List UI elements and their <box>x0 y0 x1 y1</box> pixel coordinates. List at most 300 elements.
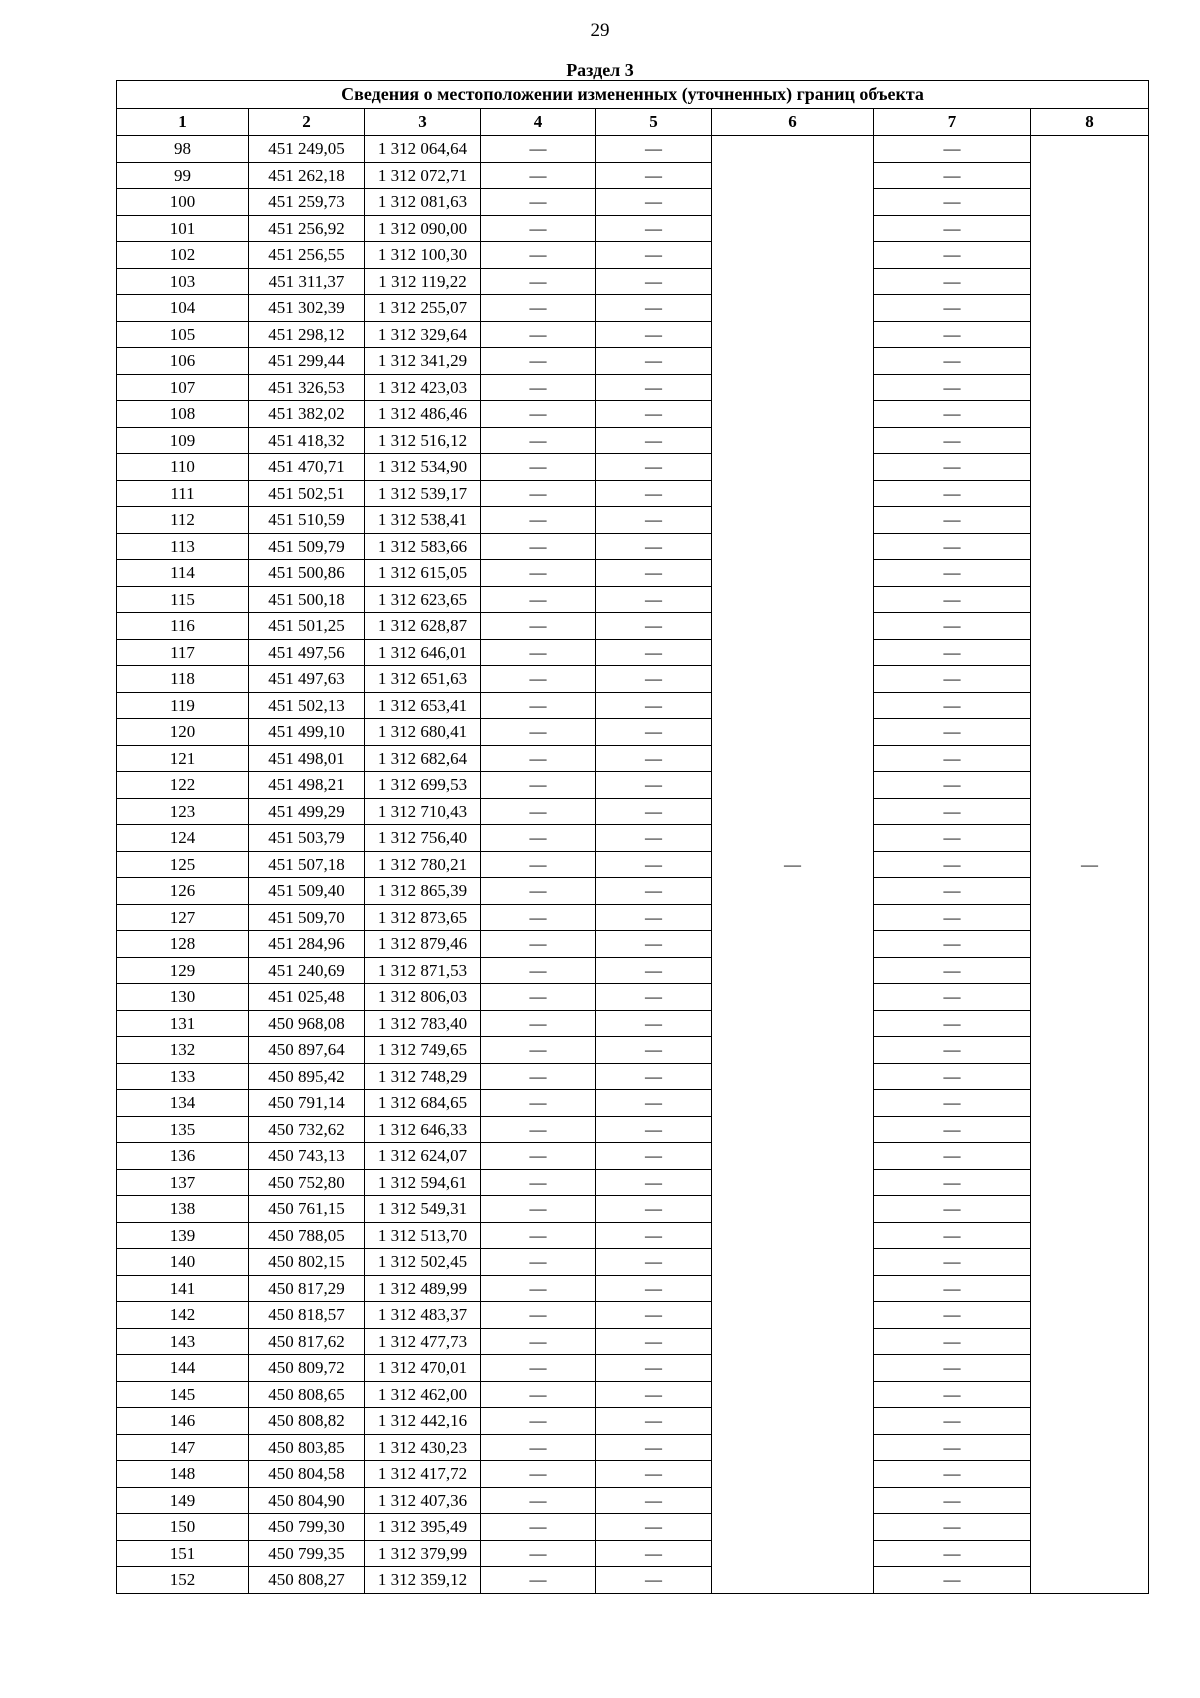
y-coordinate-cell: 1 312 865,39 <box>365 878 481 905</box>
column-5-cell: — <box>596 162 712 189</box>
y-coordinate-cell: 1 312 470,01 <box>365 1355 481 1382</box>
point-number-cell: 143 <box>117 1328 249 1355</box>
y-coordinate-cell: 1 312 483,37 <box>365 1302 481 1329</box>
column-4-cell: — <box>481 825 596 852</box>
table-row <box>117 745 1149 772</box>
table-row <box>117 321 1149 348</box>
column-4-cell: — <box>481 1169 596 1196</box>
x-coordinate-cell: 450 791,14 <box>249 1090 365 1117</box>
x-coordinate-cell: 451 326,53 <box>249 374 365 401</box>
column-7-cell: — <box>874 295 1031 322</box>
column-5-cell: — <box>596 1116 712 1143</box>
column-7-cell: — <box>874 984 1031 1011</box>
column-7-cell: — <box>874 1196 1031 1223</box>
x-coordinate-cell: 450 802,15 <box>249 1249 365 1276</box>
column-4-cell: — <box>481 507 596 534</box>
column-7-cell: — <box>874 348 1031 375</box>
column-7-cell: — <box>874 1037 1031 1064</box>
y-coordinate-cell: 1 312 749,65 <box>365 1037 481 1064</box>
column-5-cell: — <box>596 507 712 534</box>
y-coordinate-cell: 1 312 100,30 <box>365 242 481 269</box>
x-coordinate-cell: 451 025,48 <box>249 984 365 1011</box>
column-5-cell: — <box>596 931 712 958</box>
point-number-cell: 113 <box>117 533 249 560</box>
table-row <box>117 242 1149 269</box>
column-header-5: 5 <box>596 109 712 136</box>
y-coordinate-cell: 1 312 379,99 <box>365 1540 481 1567</box>
table-row <box>117 507 1149 534</box>
point-number-cell: 98 <box>117 136 249 163</box>
column-7-cell: — <box>874 1222 1031 1249</box>
column-7-cell: — <box>874 1302 1031 1329</box>
x-coordinate-cell: 451 497,56 <box>249 639 365 666</box>
column-5-cell: — <box>596 1408 712 1435</box>
table-row <box>117 454 1149 481</box>
y-coordinate-cell: 1 312 783,40 <box>365 1010 481 1037</box>
point-number-cell: 114 <box>117 560 249 587</box>
column-4-cell: — <box>481 427 596 454</box>
point-number-cell: 150 <box>117 1514 249 1541</box>
table-row <box>117 1381 1149 1408</box>
column-7-cell: — <box>874 957 1031 984</box>
column-header-6: 6 <box>712 109 874 136</box>
x-coordinate-cell: 451 302,39 <box>249 295 365 322</box>
column-5-cell: — <box>596 666 712 693</box>
y-coordinate-cell: 1 312 395,49 <box>365 1514 481 1541</box>
table-row <box>117 1461 1149 1488</box>
y-coordinate-cell: 1 312 549,31 <box>365 1196 481 1223</box>
point-number-cell: 130 <box>117 984 249 1011</box>
table-row <box>117 798 1149 825</box>
column-8-merged-cell: — <box>1031 136 1149 1594</box>
column-7-cell: — <box>874 1514 1031 1541</box>
table-row <box>117 1567 1149 1594</box>
point-number-cell: 147 <box>117 1434 249 1461</box>
column-5-cell: — <box>596 904 712 931</box>
point-number-cell: 124 <box>117 825 249 852</box>
column-header-1: 1 <box>117 109 249 136</box>
column-7-cell: — <box>874 772 1031 799</box>
column-header-3: 3 <box>365 109 481 136</box>
column-7-cell: — <box>874 560 1031 587</box>
column-5-cell: — <box>596 586 712 613</box>
point-number-cell: 121 <box>117 745 249 772</box>
point-number-cell: 137 <box>117 1169 249 1196</box>
column-5-cell: — <box>596 745 712 772</box>
column-4-cell: — <box>481 692 596 719</box>
column-4-cell: — <box>481 1302 596 1329</box>
y-coordinate-cell: 1 312 502,45 <box>365 1249 481 1276</box>
y-coordinate-cell: 1 312 064,64 <box>365 136 481 163</box>
column-5-cell: — <box>596 1090 712 1117</box>
x-coordinate-cell: 451 256,92 <box>249 215 365 242</box>
column-4-cell: — <box>481 1063 596 1090</box>
point-number-cell: 103 <box>117 268 249 295</box>
x-coordinate-cell: 450 817,62 <box>249 1328 365 1355</box>
x-coordinate-cell: 450 803,85 <box>249 1434 365 1461</box>
column-5-cell: — <box>596 798 712 825</box>
x-coordinate-cell: 451 500,18 <box>249 586 365 613</box>
column-5-cell: — <box>596 189 712 216</box>
column-7-cell: — <box>874 1116 1031 1143</box>
table-row <box>117 348 1149 375</box>
boundary-coordinates-table <box>116 80 1149 1594</box>
x-coordinate-cell: 451 503,79 <box>249 825 365 852</box>
column-4-cell: — <box>481 162 596 189</box>
column-4-cell: — <box>481 560 596 587</box>
x-coordinate-cell: 450 788,05 <box>249 1222 365 1249</box>
page-number: 29 <box>590 20 610 41</box>
x-coordinate-cell: 450 808,82 <box>249 1408 365 1435</box>
point-number-cell: 101 <box>117 215 249 242</box>
table-row <box>117 1249 1149 1276</box>
y-coordinate-cell: 1 312 477,73 <box>365 1328 481 1355</box>
point-number-cell: 105 <box>117 321 249 348</box>
point-number-cell: 127 <box>117 904 249 931</box>
column-7-cell: — <box>874 1434 1031 1461</box>
y-coordinate-cell: 1 312 756,40 <box>365 825 481 852</box>
table-row <box>117 1196 1149 1223</box>
y-coordinate-cell: 1 312 359,12 <box>365 1567 481 1594</box>
table-row <box>117 1408 1149 1435</box>
column-7-cell: — <box>874 242 1031 269</box>
x-coordinate-cell: 451 240,69 <box>249 957 365 984</box>
table-row <box>117 931 1149 958</box>
x-coordinate-cell: 450 804,90 <box>249 1487 365 1514</box>
column-5-cell: — <box>596 1514 712 1541</box>
point-number-cell: 109 <box>117 427 249 454</box>
table-row <box>117 189 1149 216</box>
column-5-cell: — <box>596 215 712 242</box>
x-coordinate-cell: 450 804,58 <box>249 1461 365 1488</box>
y-coordinate-cell: 1 312 583,66 <box>365 533 481 560</box>
table-row <box>117 427 1149 454</box>
column-7-cell: — <box>874 374 1031 401</box>
header-row <box>117 109 1149 136</box>
point-number-cell: 107 <box>117 374 249 401</box>
point-number-cell: 111 <box>117 480 249 507</box>
table-row <box>117 1010 1149 1037</box>
column-header-8: 8 <box>1031 109 1149 136</box>
column-4-cell: — <box>481 189 596 216</box>
column-5-cell: — <box>596 1063 712 1090</box>
column-4-cell: — <box>481 1461 596 1488</box>
point-number-cell: 100 <box>117 189 249 216</box>
x-coordinate-cell: 451 509,40 <box>249 878 365 905</box>
y-coordinate-cell: 1 312 255,07 <box>365 295 481 322</box>
point-number-cell: 149 <box>117 1487 249 1514</box>
x-coordinate-cell: 451 498,01 <box>249 745 365 772</box>
column-5-cell: — <box>596 321 712 348</box>
x-coordinate-cell: 450 818,57 <box>249 1302 365 1329</box>
column-4-cell: — <box>481 1275 596 1302</box>
y-coordinate-cell: 1 312 534,90 <box>365 454 481 481</box>
column-7-cell: — <box>874 878 1031 905</box>
x-coordinate-cell: 450 968,08 <box>249 1010 365 1037</box>
column-4-cell: — <box>481 401 596 428</box>
column-4-cell: — <box>481 1143 596 1170</box>
column-5-cell: — <box>596 1169 712 1196</box>
column-5-cell: — <box>596 1037 712 1064</box>
column-7-cell: — <box>874 931 1031 958</box>
y-coordinate-cell: 1 312 489,99 <box>365 1275 481 1302</box>
column-4-cell: — <box>481 772 596 799</box>
table-row <box>117 162 1149 189</box>
y-coordinate-cell: 1 312 329,64 <box>365 321 481 348</box>
y-coordinate-cell: 1 312 684,65 <box>365 1090 481 1117</box>
column-4-cell: — <box>481 480 596 507</box>
column-7-cell: — <box>874 1487 1031 1514</box>
column-7-cell: — <box>874 1169 1031 1196</box>
column-5-cell: — <box>596 1487 712 1514</box>
column-4-cell: — <box>481 268 596 295</box>
column-4-cell: — <box>481 295 596 322</box>
column-7-cell: — <box>874 321 1031 348</box>
column-4-cell: — <box>481 215 596 242</box>
table-row <box>117 984 1149 1011</box>
column-4-cell: — <box>481 1249 596 1276</box>
table-row <box>117 878 1149 905</box>
column-4-cell: — <box>481 666 596 693</box>
column-5-cell: — <box>596 1328 712 1355</box>
y-coordinate-cell: 1 312 072,71 <box>365 162 481 189</box>
column-5-cell: — <box>596 984 712 1011</box>
column-7-cell: — <box>874 533 1031 560</box>
point-number-cell: 140 <box>117 1249 249 1276</box>
y-coordinate-cell: 1 312 462,00 <box>365 1381 481 1408</box>
table-row <box>117 586 1149 613</box>
column-7-cell: — <box>874 507 1031 534</box>
column-header-7: 7 <box>874 109 1031 136</box>
column-4-cell: — <box>481 1090 596 1117</box>
y-coordinate-cell: 1 312 486,46 <box>365 401 481 428</box>
column-4-cell: — <box>481 745 596 772</box>
column-5-cell: — <box>596 1010 712 1037</box>
column-4-cell: — <box>481 957 596 984</box>
x-coordinate-cell: 451 284,96 <box>249 931 365 958</box>
y-coordinate-cell: 1 312 651,63 <box>365 666 481 693</box>
x-coordinate-cell: 451 497,63 <box>249 666 365 693</box>
column-4-cell: — <box>481 1328 596 1355</box>
x-coordinate-cell: 450 761,15 <box>249 1196 365 1223</box>
x-coordinate-cell: 451 500,86 <box>249 560 365 587</box>
table-row <box>117 772 1149 799</box>
y-coordinate-cell: 1 312 879,46 <box>365 931 481 958</box>
column-7-cell: — <box>874 1408 1031 1435</box>
table-row <box>117 1355 1149 1382</box>
column-4-cell: — <box>481 1116 596 1143</box>
table-row <box>117 215 1149 242</box>
column-7-cell: — <box>874 904 1031 931</box>
y-coordinate-cell: 1 312 653,41 <box>365 692 481 719</box>
column-4-cell: — <box>481 931 596 958</box>
point-number-cell: 117 <box>117 639 249 666</box>
column-5-cell: — <box>596 1461 712 1488</box>
column-5-cell: — <box>596 533 712 560</box>
x-coordinate-cell: 451 382,02 <box>249 401 365 428</box>
table-row <box>117 1434 1149 1461</box>
x-coordinate-cell: 451 499,10 <box>249 719 365 746</box>
table-row <box>117 639 1149 666</box>
y-coordinate-cell: 1 312 119,22 <box>365 268 481 295</box>
table-row <box>117 1143 1149 1170</box>
point-number-cell: 134 <box>117 1090 249 1117</box>
y-coordinate-cell: 1 312 090,00 <box>365 215 481 242</box>
table-body <box>117 136 1149 1594</box>
table-caption: Сведения о местоположении измененных (уточненных) границ объекта <box>117 81 1149 109</box>
y-coordinate-cell: 1 312 594,61 <box>365 1169 481 1196</box>
y-coordinate-cell: 1 312 081,63 <box>365 189 481 216</box>
table-row <box>117 1540 1149 1567</box>
column-4-cell: — <box>481 242 596 269</box>
column-4-cell: — <box>481 1010 596 1037</box>
column-5-cell: — <box>596 454 712 481</box>
column-7-cell: — <box>874 401 1031 428</box>
column-4-cell: — <box>481 533 596 560</box>
column-4-cell: — <box>481 719 596 746</box>
point-number-cell: 112 <box>117 507 249 534</box>
x-coordinate-cell: 450 895,42 <box>249 1063 365 1090</box>
column-4-cell: — <box>481 348 596 375</box>
table-row <box>117 613 1149 640</box>
column-7-cell: — <box>874 427 1031 454</box>
y-coordinate-cell: 1 312 417,72 <box>365 1461 481 1488</box>
column-7-cell: — <box>874 666 1031 693</box>
y-coordinate-cell: 1 312 624,07 <box>365 1143 481 1170</box>
x-coordinate-cell: 450 808,27 <box>249 1567 365 1594</box>
table-row <box>117 480 1149 507</box>
column-5-cell: — <box>596 1275 712 1302</box>
x-coordinate-cell: 451 299,44 <box>249 348 365 375</box>
column-4-cell: — <box>481 136 596 163</box>
y-coordinate-cell: 1 312 628,87 <box>365 613 481 640</box>
point-number-cell: 148 <box>117 1461 249 1488</box>
column-5-cell: — <box>596 1143 712 1170</box>
table-row <box>117 692 1149 719</box>
y-coordinate-cell: 1 312 513,70 <box>365 1222 481 1249</box>
table-row <box>117 1302 1149 1329</box>
column-5-cell: — <box>596 1567 712 1594</box>
point-number-cell: 144 <box>117 1355 249 1382</box>
x-coordinate-cell: 451 499,29 <box>249 798 365 825</box>
column-5-cell: — <box>596 374 712 401</box>
x-coordinate-cell: 451 509,70 <box>249 904 365 931</box>
point-number-cell: 123 <box>117 798 249 825</box>
point-number-cell: 99 <box>117 162 249 189</box>
column-4-cell: — <box>481 984 596 1011</box>
column-5-cell: — <box>596 1434 712 1461</box>
column-4-cell: — <box>481 639 596 666</box>
column-4-cell: — <box>481 454 596 481</box>
x-coordinate-cell: 451 510,59 <box>249 507 365 534</box>
point-number-cell: 106 <box>117 348 249 375</box>
boundary-table-container <box>116 80 1148 1594</box>
column-5-cell: — <box>596 825 712 852</box>
point-number-cell: 136 <box>117 1143 249 1170</box>
x-coordinate-cell: 450 817,29 <box>249 1275 365 1302</box>
x-coordinate-cell: 451 502,51 <box>249 480 365 507</box>
point-number-cell: 102 <box>117 242 249 269</box>
point-number-cell: 131 <box>117 1010 249 1037</box>
column-4-cell: — <box>481 1514 596 1541</box>
column-4-cell: — <box>481 613 596 640</box>
column-7-cell: — <box>874 586 1031 613</box>
table-row <box>117 1275 1149 1302</box>
column-5-cell: — <box>596 560 712 587</box>
column-4-cell: — <box>481 1222 596 1249</box>
column-7-cell: — <box>874 745 1031 772</box>
column-7-cell: — <box>874 1063 1031 1090</box>
column-5-cell: — <box>596 480 712 507</box>
column-7-cell: — <box>874 1328 1031 1355</box>
column-5-cell: — <box>596 268 712 295</box>
column-5-cell: — <box>596 295 712 322</box>
point-number-cell: 126 <box>117 878 249 905</box>
column-4-cell: — <box>481 904 596 931</box>
table-row <box>117 1328 1149 1355</box>
column-4-cell: — <box>481 1196 596 1223</box>
y-coordinate-cell: 1 312 516,12 <box>365 427 481 454</box>
column-5-cell: — <box>596 1196 712 1223</box>
y-coordinate-cell: 1 312 873,65 <box>365 904 481 931</box>
column-7-cell: — <box>874 454 1031 481</box>
column-7-cell: — <box>874 215 1031 242</box>
point-number-cell: 128 <box>117 931 249 958</box>
column-5-cell: — <box>596 427 712 454</box>
column-7-cell: — <box>874 798 1031 825</box>
table-row <box>117 1487 1149 1514</box>
column-7-cell: — <box>874 1143 1031 1170</box>
table-row <box>117 1116 1149 1143</box>
x-coordinate-cell: 450 732,62 <box>249 1116 365 1143</box>
column-7-cell: — <box>874 1249 1031 1276</box>
column-4-cell: — <box>481 1567 596 1594</box>
column-4-cell: — <box>481 1355 596 1382</box>
column-7-cell: — <box>874 1567 1031 1594</box>
y-coordinate-cell: 1 312 430,23 <box>365 1434 481 1461</box>
column-5-cell: — <box>596 878 712 905</box>
x-coordinate-cell: 451 507,18 <box>249 851 365 878</box>
point-number-cell: 138 <box>117 1196 249 1223</box>
y-coordinate-cell: 1 312 646,01 <box>365 639 481 666</box>
column-5-cell: — <box>596 957 712 984</box>
point-number-cell: 104 <box>117 295 249 322</box>
table-row <box>117 1063 1149 1090</box>
y-coordinate-cell: 1 312 539,17 <box>365 480 481 507</box>
x-coordinate-cell: 450 799,30 <box>249 1514 365 1541</box>
column-4-cell: — <box>481 851 596 878</box>
column-4-cell: — <box>481 321 596 348</box>
column-4-cell: — <box>481 1037 596 1064</box>
y-coordinate-cell: 1 312 871,53 <box>365 957 481 984</box>
point-number-cell: 115 <box>117 586 249 613</box>
y-coordinate-cell: 1 312 780,21 <box>365 851 481 878</box>
x-coordinate-cell: 451 249,05 <box>249 136 365 163</box>
table-row <box>117 825 1149 852</box>
y-coordinate-cell: 1 312 682,64 <box>365 745 481 772</box>
column-5-cell: — <box>596 851 712 878</box>
column-5-cell: — <box>596 348 712 375</box>
column-6-merged-cell: — <box>712 136 874 1594</box>
column-5-cell: — <box>596 692 712 719</box>
x-coordinate-cell: 451 256,55 <box>249 242 365 269</box>
column-4-cell: — <box>481 1408 596 1435</box>
x-coordinate-cell: 450 743,13 <box>249 1143 365 1170</box>
column-7-cell: — <box>874 1275 1031 1302</box>
column-7-cell: — <box>874 268 1031 295</box>
column-5-cell: — <box>596 772 712 799</box>
column-7-cell: — <box>874 1461 1031 1488</box>
